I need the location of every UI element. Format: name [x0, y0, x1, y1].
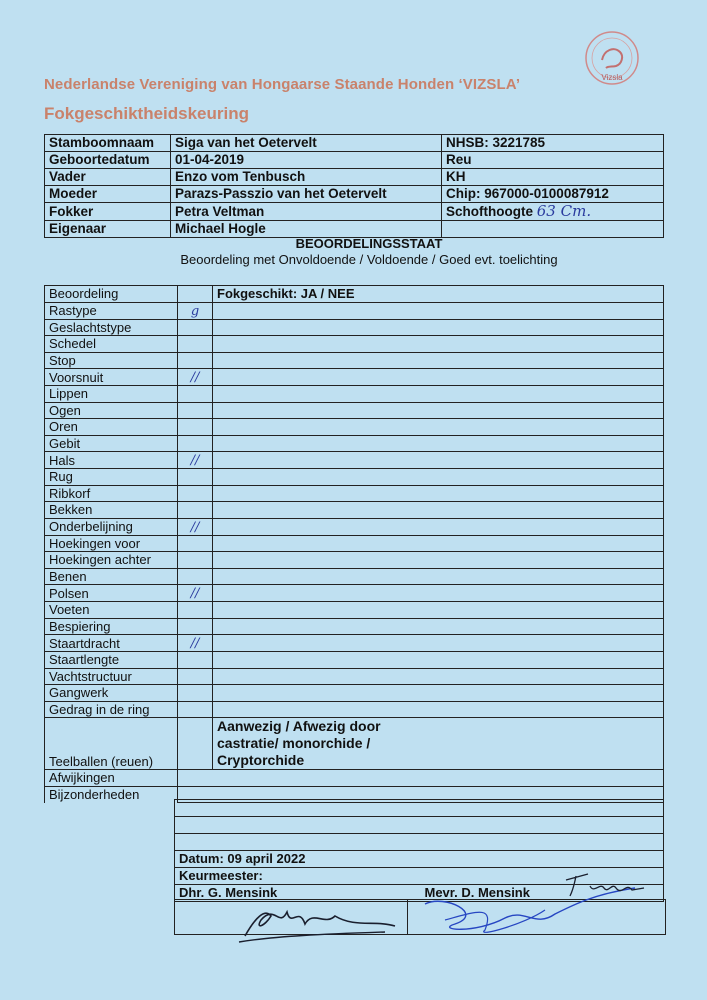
assessment-mark — [178, 585, 213, 602]
assessment-row — [45, 319, 664, 336]
info-label: Eigenaar — [45, 221, 171, 238]
assessment-row — [45, 602, 664, 619]
assessment-comment — [213, 535, 664, 552]
assessment-comment — [213, 469, 664, 486]
assessment-mark — [178, 336, 213, 353]
assessment-comment — [213, 502, 664, 519]
info-right: KH — [442, 169, 664, 186]
assessment-comment — [213, 685, 664, 702]
assessment-row — [45, 635, 664, 652]
assessment-comment — [213, 518, 664, 535]
info-row — [45, 135, 664, 152]
info-label: Fokker — [45, 203, 171, 221]
assessment-comment — [213, 485, 664, 502]
assessment-mark — [178, 502, 213, 519]
handwritten-mark: // — [190, 636, 200, 651]
assessment-comment — [213, 552, 664, 569]
assessment-comment — [213, 435, 664, 452]
assessment-row — [45, 469, 664, 486]
dog-info-table — [44, 134, 664, 238]
schofthoogte-handwritten: 63 Cm. — [536, 202, 592, 220]
info-value: 01-04-2019 — [171, 152, 442, 169]
assessment-comment — [213, 602, 664, 619]
logo-text: Vizsla — [601, 73, 623, 82]
teelballen-label: Teelballen (reuen) — [45, 718, 178, 770]
judge-1: Dhr. G. Mensink — [179, 885, 278, 900]
assessment-comment — [213, 701, 664, 718]
assessment-row — [45, 668, 664, 685]
info-row — [45, 152, 664, 169]
assessment-label: Hoekingen voor — [45, 535, 178, 552]
assessment-comment — [213, 568, 664, 585]
assessment-row — [45, 652, 664, 669]
assessment-mark — [178, 652, 213, 669]
assessment-label: Geslachtstype — [45, 319, 178, 336]
info-value: Michael Hogle — [171, 221, 442, 238]
assessment-comment — [213, 668, 664, 685]
info-right: Reu — [442, 152, 664, 169]
assessment-label: Rastype — [45, 302, 178, 319]
info-value: Siga van het Oetervelt — [171, 135, 442, 152]
blank-row — [175, 800, 664, 817]
assessment-comment — [213, 386, 664, 403]
info-row — [45, 186, 664, 203]
afwijkingen-label: Afwijkingen — [45, 770, 178, 787]
assessment-row — [45, 402, 664, 419]
info-label: Geboortedatum — [45, 152, 171, 169]
assessment-comment — [213, 652, 664, 669]
assessment-mark — [178, 419, 213, 436]
info-row — [45, 203, 664, 221]
assessment-label: Polsen — [45, 585, 178, 602]
schofthoogte-label: Schofthoogte — [446, 204, 533, 219]
assessment-label: Bekken — [45, 502, 178, 519]
assessment-mark — [178, 319, 213, 336]
assessment-label: Voeten — [45, 602, 178, 619]
assessment-comment — [213, 302, 664, 319]
assessment-mark — [178, 352, 213, 369]
info-label: Vader — [45, 169, 171, 186]
handwritten-mark: // — [190, 453, 200, 468]
assessment-mark — [178, 685, 213, 702]
assessment-label: Gebit — [45, 435, 178, 452]
handwritten-mark: // — [190, 519, 200, 535]
info-value: Parazs-Passzio van het Oetervelt — [171, 186, 442, 203]
assessment-mark — [178, 552, 213, 569]
assessment-mark — [178, 668, 213, 685]
fokgeschikt-field: Fokgeschikt: JA / NEE — [213, 286, 664, 303]
info-right: Chip: 967000-0100087912 — [442, 186, 664, 203]
assessment-row — [45, 485, 664, 502]
assessment-label: Staartdracht — [45, 635, 178, 652]
info-row — [45, 169, 664, 186]
assessment-mark — [178, 535, 213, 552]
info-right — [442, 203, 664, 221]
assessment-label: Staartlengte — [45, 652, 178, 669]
assessment-row — [45, 701, 664, 718]
assessment-comment — [213, 319, 664, 336]
blank-row — [175, 817, 664, 834]
assessment-mark — [178, 435, 213, 452]
assessment-label: Lippen — [45, 386, 178, 403]
assessment-comment — [213, 635, 664, 652]
info-row — [45, 221, 664, 238]
assessment-label: Onderbelijning — [45, 518, 178, 535]
assessment-row — [45, 369, 664, 386]
assessment-row — [45, 685, 664, 702]
assessment-label: Ribkorf — [45, 485, 178, 502]
assessment-label: Hals — [45, 452, 178, 469]
assessment-row — [45, 568, 664, 585]
section-title: BEOORDELINGSSTAAT — [295, 236, 443, 251]
assessment-row — [45, 502, 664, 519]
info-label: Moeder — [45, 186, 171, 203]
assessment-row — [45, 419, 664, 436]
assessment-table — [44, 285, 664, 803]
assessment-label: Stop — [45, 352, 178, 369]
assessment-mark — [178, 602, 213, 619]
handwritten-mark: g — [190, 303, 200, 319]
assessment-label: Vachtstructuur — [45, 668, 178, 685]
signature-1-icon — [235, 898, 405, 946]
assessment-mark — [178, 452, 213, 469]
afwijkingen-row — [45, 770, 664, 787]
assessment-row — [45, 336, 664, 353]
blank-row — [175, 834, 664, 851]
assessment-row — [45, 585, 664, 602]
assessment-label: Beoordeling — [45, 286, 178, 303]
section-subtitle: Beoordeling met Onvoldoende / Voldoende / Goed evt. toelichting — [180, 252, 558, 267]
assessment-mark — [178, 618, 213, 635]
info-right — [442, 221, 664, 238]
assessment-mark — [178, 701, 213, 718]
assessment-comment — [213, 452, 664, 469]
assessment-mark — [178, 386, 213, 403]
assessment-row — [45, 302, 664, 319]
assessment-comment — [213, 585, 664, 602]
datum-field: Datum: 09 april 2022 — [175, 851, 664, 868]
assessment-label: Oren — [45, 419, 178, 436]
assessment-row — [45, 618, 664, 635]
assessment-label: Bespiering — [45, 618, 178, 635]
assessment-label: Gedrag in de ring — [45, 701, 178, 718]
assessment-label: Benen — [45, 568, 178, 585]
assessment-mark — [178, 369, 213, 386]
assessment-comment — [213, 336, 664, 353]
assessment-row — [45, 518, 664, 535]
initials-icon — [560, 870, 650, 900]
assessment-label: Schedel — [45, 336, 178, 353]
assessment-mark — [178, 469, 213, 486]
assessment-mark — [178, 402, 213, 419]
assessment-row — [45, 435, 664, 452]
assessment-comment — [213, 369, 664, 386]
assessment-mark — [178, 635, 213, 652]
keurmeester-label: Keurmeester: — [175, 868, 664, 885]
teelballen-options: Aanwezig / Afwezig door castratie/ monorchide / Cryptorchide — [213, 718, 664, 770]
assessment-row — [45, 452, 664, 469]
info-value: Petra Veltman — [171, 203, 442, 221]
handwritten-mark: // — [190, 370, 200, 385]
assessment-label: Gangwerk — [45, 685, 178, 702]
info-right: NHSB: 3221785 — [442, 135, 664, 152]
assessment-row — [45, 386, 664, 403]
assessment-label: Ogen — [45, 402, 178, 419]
judge-2: Mevr. D. Mensink — [424, 885, 530, 900]
teelballen-row — [45, 718, 664, 770]
assessment-comment — [213, 402, 664, 419]
assessment-label: Hoekingen achter — [45, 552, 178, 569]
assessment-row — [45, 552, 664, 569]
handwritten-mark: // — [190, 586, 200, 601]
assessment-comment — [213, 419, 664, 436]
signature-area — [174, 899, 666, 935]
info-label: Stamboomnaam — [45, 135, 171, 152]
assessment-mark — [178, 485, 213, 502]
organization-name: Nederlandse Vereniging van Hongaarse Staande Honden ‘VIZSLA’ — [44, 76, 521, 93]
assessment-row — [45, 535, 664, 552]
assessment-row — [45, 352, 664, 369]
assessment-row — [45, 286, 664, 303]
info-value: Enzo vom Tenbusch — [171, 169, 442, 186]
assessment-mark — [178, 568, 213, 585]
assessment-comment — [213, 618, 664, 635]
assessment-mark — [178, 518, 213, 535]
document-title: Fokgeschiktheidskeuring — [44, 104, 249, 123]
assessment-label: Voorsnuit — [45, 369, 178, 386]
assessment-mark — [178, 302, 213, 319]
assessment-label: Rug — [45, 469, 178, 486]
bijzonderheden-label: Bijzonderheden — [45, 786, 178, 803]
assessment-comment — [213, 352, 664, 369]
assessment-mark — [178, 286, 213, 303]
vizsla-logo — [584, 30, 640, 86]
